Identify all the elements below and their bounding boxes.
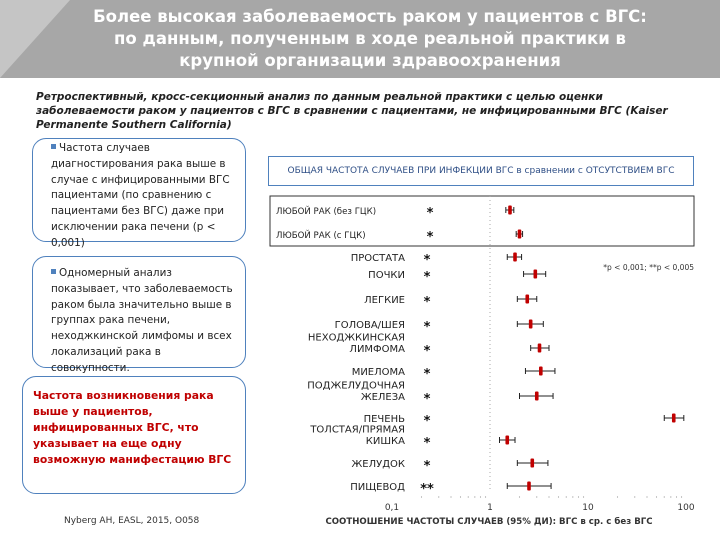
row-label: ЛЮБОЙ РАК (с ГЦК) [276,231,366,241]
estimate-marker [527,482,531,491]
citation: Nyberg AH, EASL, 2015, O058 [64,516,200,526]
minor-tick [572,496,573,497]
minor-tick [468,496,469,497]
minor-tick [450,496,451,497]
significance-marker: * [423,295,431,310]
study-description: Ретроспективный, кросс-секционный анализ по данным реальной практики с целью оценки заболеваемости раком у пациентов с ВГС в сравнении с пациентами, не инфицированными ВГС (Kaiser Permanente Southern California) [36,91,668,131]
estimate-marker [518,230,522,239]
x-tick-label: 10 [582,503,594,513]
significance-marker: * [423,436,431,451]
significance-marker: * [423,392,431,407]
estimate-marker [529,320,533,329]
chart-header: ОБЩАЯ ЧАСТОТА СЛУЧАЕВ ПРИ ИНФЕКЦИИ ВГС в сравнении с ОТСУТСТВИЕМ ВГС [268,156,694,186]
minor-tick [438,496,439,497]
significance-marker: * [423,270,431,285]
minor-tick [460,496,461,497]
minor-tick [670,496,671,497]
minor-tick [617,496,618,497]
x-tick-label: 1 [487,503,493,513]
estimate-marker [525,295,529,304]
significance-marker: * [423,414,431,429]
row-label: МИЕЛОМА [351,367,405,378]
minor-tick [583,496,584,497]
x-axis-label: СООТНОШЕНИЕ ЧАСТОТЫ СЛУЧАЕВ (95% ДИ): ВГС в ср. с без ВГС [325,517,653,527]
minor-tick [485,496,486,497]
estimate-marker [539,367,543,376]
minor-tick [646,496,647,497]
estimate-marker [505,436,509,445]
row-label: ЛЕГКИЕ [364,295,405,306]
significance-marker: * [423,367,431,382]
minor-tick [536,496,537,497]
row-label: КИШКА [365,436,405,447]
minor-tick [548,496,549,497]
estimate-marker [535,392,539,401]
significance-marker: * [426,230,434,245]
estimate-marker [530,459,534,468]
row-label: ПРОСТАТА [350,253,405,264]
row-label: ПОЧКИ [368,270,405,281]
row-label: ПОДЖЕЛУДОЧНАЯ [307,380,405,392]
minor-tick [656,496,657,497]
estimate-marker [534,270,538,279]
row-label: ЖЕЛУДОК [351,459,405,470]
significance-note: *p < 0,001; **p < 0,005 [603,263,694,272]
x-tick-label: 0,1 [384,503,400,513]
minor-tick [681,496,682,497]
row-label: НЕХОДЖКИНСКАЯ [307,332,405,344]
significance-marker: * [423,253,431,268]
estimate-marker [508,206,512,215]
significance-marker: ** [420,482,434,497]
significance-marker: * [423,459,431,474]
row-label: ТОЛСТАЯ/ПРЯМАЯ [310,424,405,436]
row-label: ПИЩЕВОД [350,482,405,493]
x-tick-label: 100 [677,503,695,513]
row-label: ЛЮБОЙ РАК (без ГЦК) [276,207,377,217]
significance-marker: * [423,320,431,335]
minor-tick [558,496,559,497]
finding-text-2: Одномерный анализ показывает, что заболеваемость раком была значительно выше в группах рака печени, неходжкинской лимфомы и всех локализаций рака в совокупности. [51,267,233,374]
minor-tick [676,496,677,497]
minor-tick [664,496,665,497]
estimate-marker [538,344,542,353]
minor-tick [480,496,481,497]
conclusion-text: Частота возникновения рака выше у пациентов, инфицированных ВГС, что указывает на еще одну возможную манифестацию ВГС [33,389,232,466]
minor-tick [566,496,567,497]
row-label: ЖЕЛЕЗА [360,392,405,403]
finding-text-1: Частота случаев диагностирования рака выше в случае с инфицированными ВГС пациентами (по сравнению с пациентами без ВГС) даже при исключении рака печени (p < 0,001) [51,142,230,249]
row-label: ГОЛОВА/ШЕЯ [334,320,405,331]
row-label: ЛИМФОМА [349,344,405,355]
significance-marker: * [426,206,434,221]
slide-title: Более высокая заболеваемость раком у пациентов с ВГС: по данным, полученным в ходе реальной практики в крупной организации здравоохранения [93,7,647,70]
estimate-marker [672,414,676,423]
minor-tick [634,496,635,497]
significance-marker: * [423,344,431,359]
minor-tick [578,496,579,497]
row-label: ПЕЧЕНЬ [363,414,405,425]
minor-tick [474,496,475,497]
minor-tick [519,496,520,497]
estimate-marker [513,253,517,262]
